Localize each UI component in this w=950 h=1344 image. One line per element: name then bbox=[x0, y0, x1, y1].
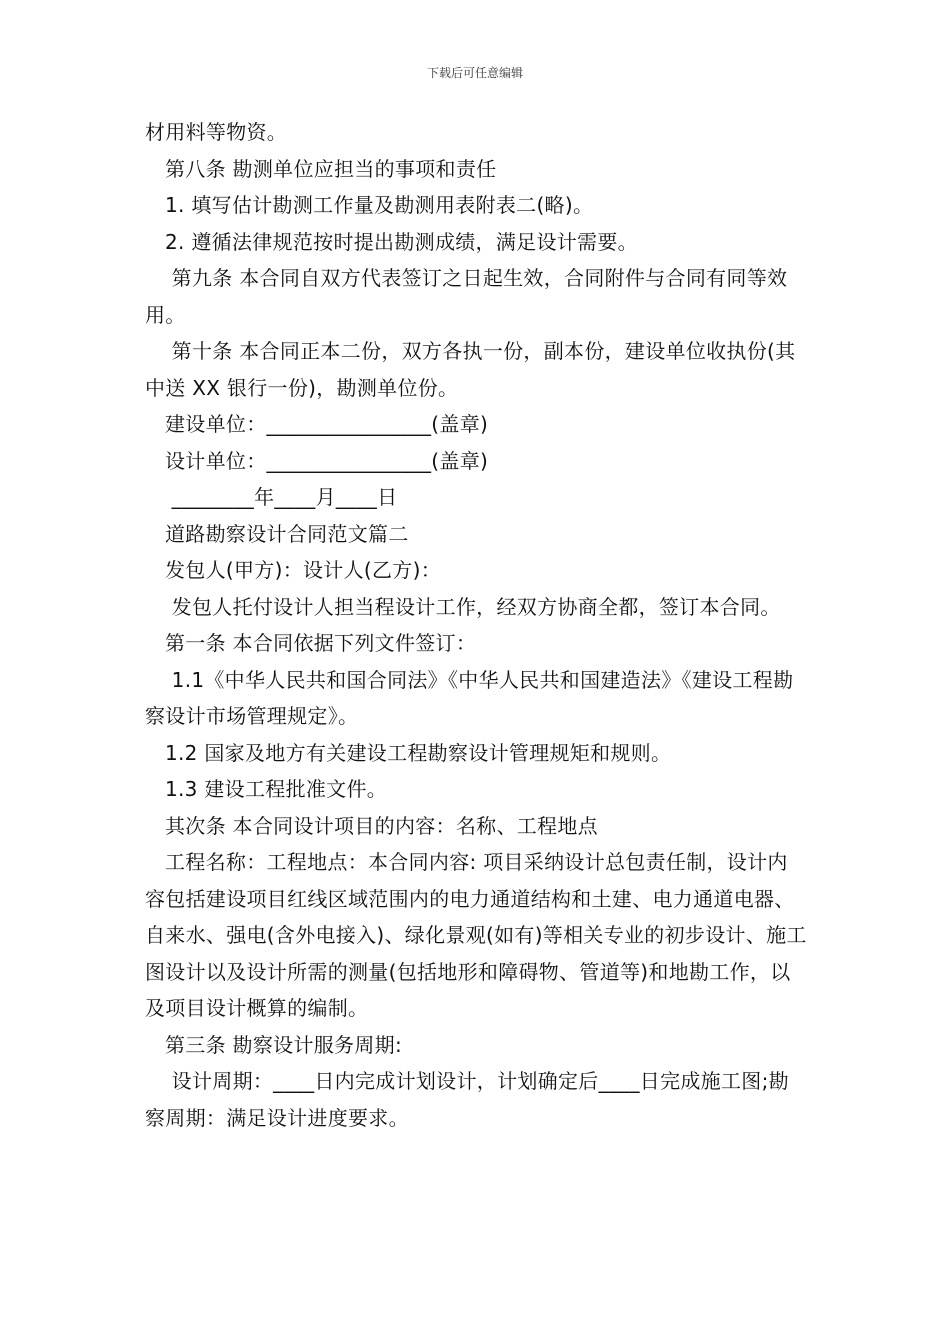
paragraph: 第十条 本合同正本二份，双方各执一份，副本份，建设单位收执份(其中送 XX 银行一份)，勘测单位份。 bbox=[145, 339, 796, 400]
paragraph: 工程名称：工程地点：本合同内容: 项目采纳设计总包责任制，设计内容包括建设项目红线区域范围内的电力通道结构和土建、电力通道电器、自来水、强电(含外电接入)、绿化景观(如有)等相关专业的初步设计、施工图设计以及设计所需的测量(包括地形和障碍物、管道等)和地勘工作，以及项目设计概算的编制。 bbox=[145, 850, 807, 1020]
signature-line: 设计单位：________________(盖章) bbox=[165, 448, 489, 473]
article-heading: 其次条 本合同设计项目的内容：名称、工程地点 bbox=[165, 813, 598, 838]
paragraph: 第九条 本合同自双方代表签订之日起生效，合同附件与合同有同等效用。 bbox=[145, 266, 788, 327]
article-heading: 第三条 勘察设计服务周期: bbox=[165, 1032, 402, 1057]
section-title: 道路勘察设计合同范文篇二 bbox=[165, 521, 409, 546]
paragraph: 发包人托付设计人担当程设计工作，经双方协商全都，签订本合同。 bbox=[165, 594, 781, 619]
list-item: 1.2 国家及地方有关建设工程勘察设计管理规矩和规则。 bbox=[165, 740, 672, 765]
list-item: 1.1《中华人民共和国合同法》《中华人民共和国建造法》《建设工程勘察设计市场管理规定》。 bbox=[145, 667, 794, 728]
date-line: ________年____月____日 bbox=[165, 485, 398, 509]
list-item: 1. 填写估计勘测工作量及勘测用表附表二(略)。 bbox=[165, 193, 594, 217]
article-heading: 第八条 勘测单位应担当的事项和责任 bbox=[165, 156, 497, 181]
article-heading: 第一条 本合同依据下列文件签订： bbox=[165, 631, 477, 655]
parties-line: 发包人(甲方)：设计人(乙方)： bbox=[165, 558, 442, 582]
document-body bbox=[145, 114, 807, 1136]
signature-line: 建设单位：________________(盖章) bbox=[165, 412, 489, 436]
paragraph: 材用料等物资。 bbox=[145, 120, 288, 144]
page-header-note: 下载后可任意编辑 bbox=[426, 66, 523, 80]
paragraph: 设计周期：____日内完成计划设计，计划确定后____日完成施工图;勘察周期：满足设计进度要求。 bbox=[145, 1069, 789, 1130]
list-item: 2. 遵循法律规范按时提出勘测成绩，满足设计需要。 bbox=[165, 229, 638, 254]
list-item: 1.3 建设工程批准文件。 bbox=[165, 777, 388, 801]
